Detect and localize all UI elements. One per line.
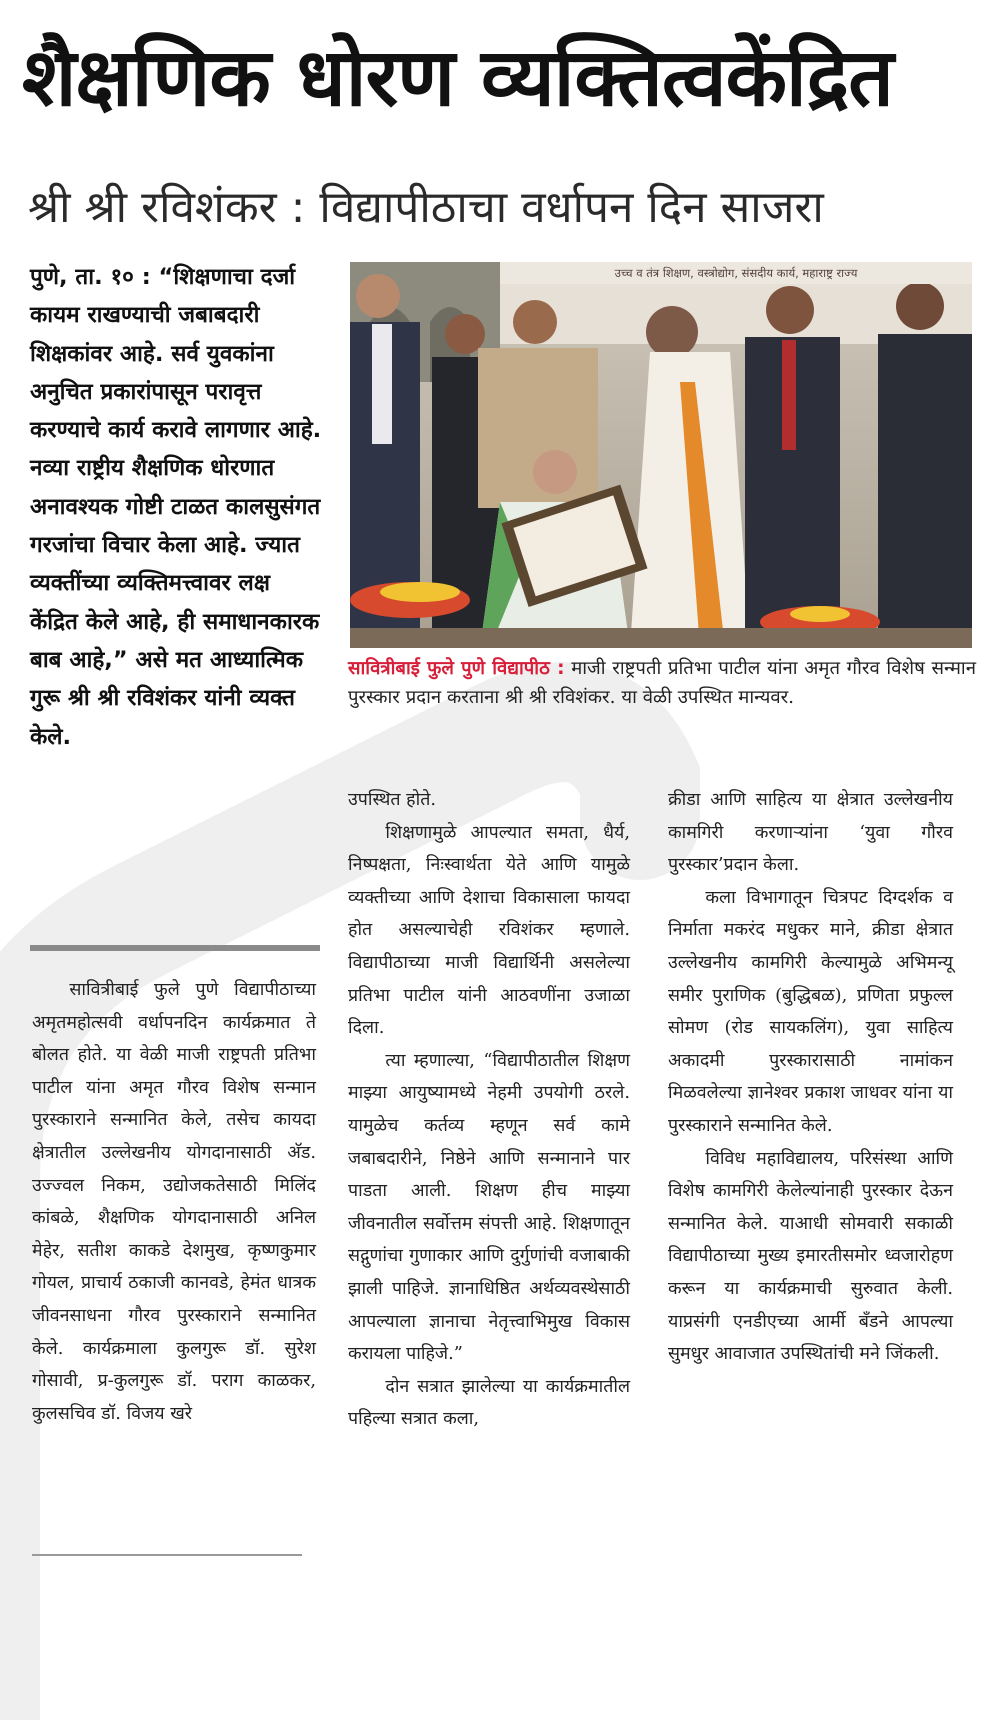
photo-banner-text: उच्च व तंत्र शिक्षण, वस्त्रोद्योग, संसदीय कार्य, महाराष्ट्र राज्य [500,262,972,284]
column1-paragraph: सावित्रीबाई फुले पुणे विद्यापीठाच्या अमृतमहोत्सवी वर्धापनदिन कार्यक्रमात ते बोलत होते. या वेळी माजी राष्ट्रपती प्रतिभा पाटील यांना अमृत गौरव विशेष सन्मान पुरस्काराने सन्मानित केले, तसेच कायदा क्षेत्रातील उल्लेखनीय योगदानासाठी अ‍ॅड. उज्ज्वल निकम, उद्योजकतेसाठी मिलिंद कांबळे, शैक्षणिक योगदानासाठी अनिल मेहेर, सतीश काकडे देशमुख, कृष्णकुमार गोयल, प्राचार्य ठकाजी कानवडे, हेमंत धात्रक जीवनसाधना गौरव पुरस्काराने सन्मानित केले. कार्यक्रमाला कुलगुरू डॉ. सुरेश गोसावी, प्र-कुलगुरू डॉ. पराग काळकर, कुलसचिव डॉ. विजय खरे [32,979,316,1424]
column2-paragraph: उपस्थित होते. [348,789,436,810]
photo-illustration [350,262,972,648]
lede-paragraph: पुणे, ता. १० : “शिक्षणाचा दर्जा कायम राखण्याची जबाबदारी शिक्षकांवर आहे. सर्व युवकांना अनुचित प्रकारांपासून परावृत्त करण्याचे कार्य करावे लागणार आहे. नव्या राष्ट्रीय शैक्षणिक धोरणात अनावश्यक गोष्टी टाळत कालसुसंगत गरजांचा विचार केला आहे. ज्यात व्यक्तींच्या व्यक्तिमत्त्वावर लक्ष केंद्रित केले आहे, ही समाधानकारक बाब आहे,” असे मत आध्यात्मिक गुरू श्री श्री रविशंकर यांनी व्यक्त केले. [30,264,322,750]
caption-text: माजी राष्ट्रपती प्रतिभा पाटील यांना अमृत गौरव विशेष सन्मान पुरस्कार प्रदान करताना श्री श्री रविशंकर. या वेळी उपस्थित मान्यवर. [348,658,976,708]
article-column-2 [348,784,630,1436]
subheadline: श्री श्री रविशंकर : विद्यापीठाचा वर्धापन दिन साजरा [28,182,824,233]
column2-paragraph: त्या म्हणाल्या, “विद्यापीठातील शिक्षण माझ्या आयुष्यामध्ये नेहमी उपयोगी ठरले. यामुळेच कर्तव्य म्हणून सर्व कामे जबाबदारीने, निष्ठेने आणि सन्मानाने पार पाडता आली. शिक्षण हीच माझ्या जीवनातील सर्वोत्तम संपत्ती आहे. शिक्षणातून सद्गुणांचा गुणाकार आणि दुर्गुणांची वजाबाकी झाली पाहिजे. ज्ञानाधिष्ठित अर्थव्यवस्थेसाठी आपल्याला ज्ञानाचा नेतृत्त्वाभिमुख विकास करायला पाहिजे.” [348,1049,630,1365]
column3-paragraph: कला विभागातून चित्रपट दिग्दर्शक व निर्माता मकरंद मधुकर माने, क्रीडा क्षेत्रात उल्लेखनीय कामगिरी केल्यामुळे अभिमन्यू समीर पुराणिक (बुद्धिबळ), प्रणिता प्रफुल्ल सोमण (रोड सायकलिंग), युवा साहित्य अकादमी पुरस्कारासाठी नामांकन मिळवलेल्या ज्ञानेश्वर प्रकाश जाधवर यांना या पुरस्काराने सन्मानित केले. [668,886,953,1136]
photo-caption [348,654,976,712]
column3-paragraph: क्रीडा आणि साहित्य या क्षेत्रात उल्लेखनीय कामगिरी करणाऱ्यांना ‘युवा गौरव पुरस्कार’प्रदान केला. [668,789,953,876]
column2-paragraph: दोन सत्रात झालेल्या या कार्यक्रमातील पहिल्या सत्रात कला, [348,1375,630,1430]
news-photo [350,262,972,648]
article-column-3 [668,784,953,1371]
caption-place: सावित्रीबाई फुले पुणे विद्यापीठ : [348,658,565,679]
lede-divider [30,945,320,951]
bottom-divider [32,1554,302,1556]
column2-paragraph: शिक्षणामुळे आपल्यात समता, धैर्य, निष्पक्षता, निःस्वार्थता येते आणि यामुळे व्यक्तीच्या आणि देशाचा विकासाला फायदा होत असल्याचेही रविशंकर म्हणाले. विद्यापीठाच्या माजी विद्यार्थिनी असलेल्या प्रतिभा पाटील यांनी आठवणींना उजाळा दिला. [348,821,630,1039]
headline: शैक्षणिक धोरण व्यक्तित्वकेंद्रित [22,31,893,124]
article-column-1 [32,974,316,1430]
column3-paragraph: विविध महाविद्यालय, परिसंस्था आणि विशेष कामगिरी केलेल्यांनाही पुरस्कार देऊन सन्मानित केले. याआधी सोमवारी सकाळी विद्यापीठाच्या मुख्य इमारतीसमोर ध्वजारोहण करून या कार्यक्रमाची सुरुवात केली. याप्रसंगी एनडीएच्या आर्मी बँडने आपल्या सुमधुर आवाजात उपस्थितांची मने जिंकली. [668,1147,953,1365]
